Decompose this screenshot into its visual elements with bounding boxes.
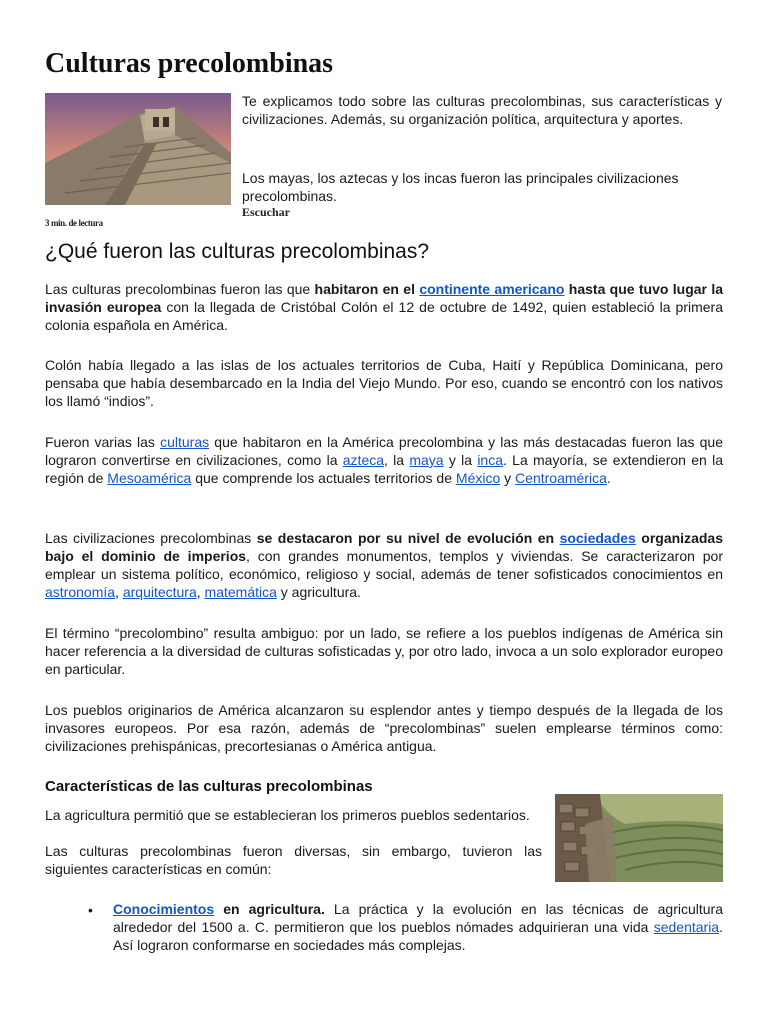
subsection-heading: Características de las culturas precolombinas [45,778,373,795]
bullet-marker: • [88,902,93,918]
link-sedentaria[interactable]: sedentaria [653,919,720,935]
read-time: 3 min. de lectura [45,218,103,228]
paragraph-4: Las civilizaciones precolombinas se destacaron por su nivel de evolución en sociedades organizadas bajo el dominio de imperios, con grandes monumentos, templos y viviendas. Se caracterizaron por emplear un sistema político, económico, religioso y social, además de tener sofisticados conocimientos en astronomía, arquitectura, matemática y agricultura. [45,530,724,600]
link-culturas[interactable]: culturas [160,434,210,450]
link-sociedades[interactable]: sociedades [559,530,636,546]
link-centroamerica[interactable]: Centroamérica [515,470,607,486]
link-maya[interactable]: maya [409,452,444,468]
link-astronomia[interactable]: astronomía [45,584,116,600]
page-title: Culturas precolombinas [45,48,334,79]
link-continente-americano[interactable]: continente americano [419,281,565,297]
link-azteca[interactable]: azteca [342,452,385,468]
intro-summary: Los mayas, los aztecas y los incas fueron las principales civilizaciones precolombinas. [242,170,679,204]
intro-paragraph: Te explicamos todo sobre las culturas precolombinas, sus características y civilizaciones. Además, su organización política, arquitectura y aportes. [242,93,722,127]
pyramid-image [45,93,231,205]
link-mexico[interactable]: México [455,470,501,486]
characteristics-lead: Las culturas precolombinas fueron diversas, sin embargo, tuvieron las siguientes características en común: [45,843,542,877]
characteristics-intro: La agricultura permitió que se establecieran los primeros pueblos sedentarios. [45,807,530,823]
listen-button[interactable]: Escuchar [242,205,290,219]
paragraph-6: Los pueblos originarios de América alcanzaron su esplendor antes y tiempo después de la llegada de los invasores europeos. Por esa razón, además de “precolombinas” suelen emplearse términos como: civilizaciones prehispánicas, precortesianas o América antigua. [45,702,723,754]
link-arquitectura[interactable]: arquitectura [122,584,197,600]
terraces-image [555,794,723,882]
list-item: Conocimientos en agricultura. La práctica y la evolución en las técnicas de agricultura alrededor del 1500 a. C. permitieron que los pueblos nómades adquirieran una vida sedentaria. Así lograron conformarse en sociedades más complejas. [113,901,723,953]
paragraph-5: El término “precolombino” resulta ambiguo: por un lado, se refiere a los pueblos indígenas de América sin hacer referencia a la diversidad de culturas sofisticadas y, por otro lado, invoca a un solo explorador europeo en particular. [45,625,723,677]
paragraph-3: Fueron varias las culturas que habitaron en la América precolombina y las más destacadas fueron las que lograron convertirse en civilizaciones, como la azteca, la maya y la inca. La mayoría, se extendieron en la región de Mesoamérica que comprende los actuales territorios de México y Centroamérica. [45,434,723,486]
link-conocimientos[interactable]: Conocimientos [113,901,215,917]
paragraph-2: Colón había llegado a las islas de los actuales territorios de Cuba, Haití y República Dominicana, pero pensaba que había desembarcado en la India del Viejo Mundo. Por eso, cuando se encontró con los nativos los llamó “indios”. [45,357,723,409]
link-matematica[interactable]: matemática [204,584,277,600]
section-heading: ¿Qué fueron las culturas precolombinas? [45,240,430,263]
paragraph-1: Las culturas precolombinas fueron las que habitaron en el continente americano hasta que tuvo lugar la invasión europea con la llegada de Cristóbal Colón el 12 de octubre de 1492, quien estableció la primera colonia española en América. [45,281,723,333]
link-inca[interactable]: inca [477,452,503,468]
link-mesoamerica[interactable]: Mesoamérica [107,470,192,486]
